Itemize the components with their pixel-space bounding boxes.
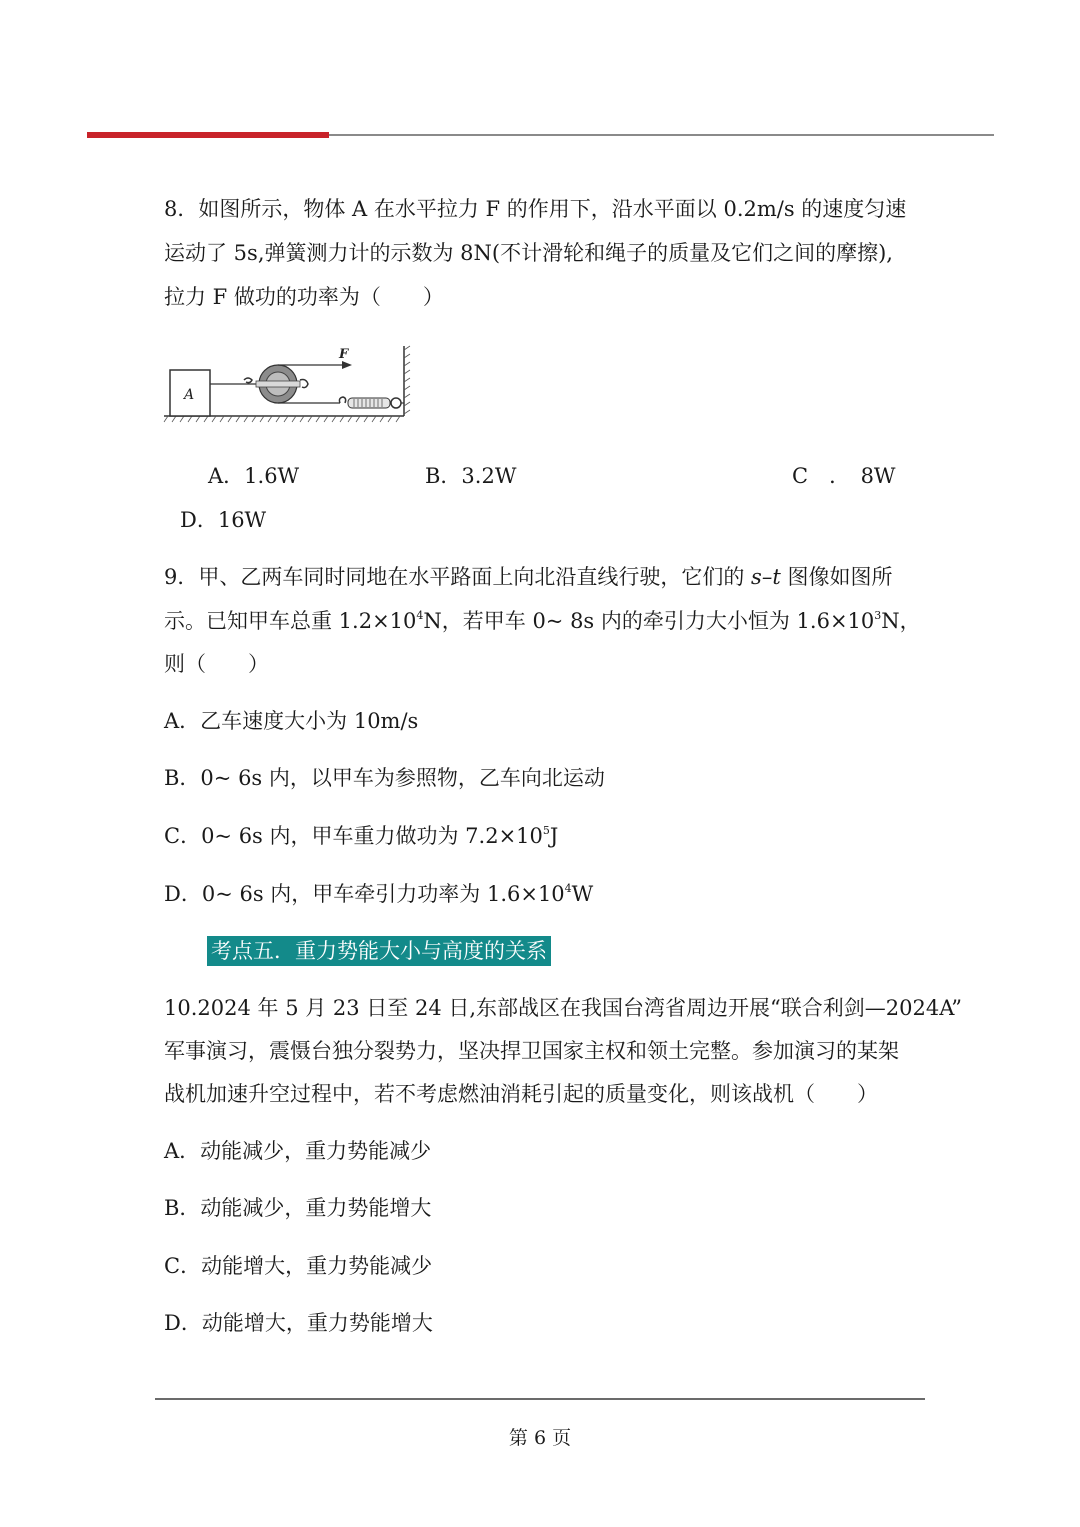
q8-option-a[interactable]: A．1.6W — [208, 464, 300, 488]
footer-rule — [155, 1398, 925, 1400]
q9-option-a[interactable]: A．乙车速度大小为 10m/s — [164, 709, 419, 733]
page-number: 第 6 页 — [508, 1427, 572, 1449]
q10-option-b[interactable]: B．动能减少，重力势能增大 — [164, 1196, 432, 1220]
q8-line-3: 拉力 F 做功的功率为（ ） — [164, 285, 444, 309]
q10-line-3: 战机加速升空过程中，若不考虑燃油消耗引起的质量变化，则该战机（ ） — [164, 1082, 878, 1106]
q8-option-b[interactable]: B．3.2W — [425, 464, 517, 488]
q10-line-2: 军事演习，震慑台独分裂势力，坚决捍卫国家主权和领土完整。参加演习的某架 — [164, 1039, 899, 1063]
q9-option-d[interactable]: D．0~ 6s 内，甲车牵引力功率为 $1.6\times 10^4W$ — [164, 882, 594, 906]
q9-option-c[interactable]: C．0~ 6s 内，甲车重力做功为 $7.2\times 10^5J$ — [164, 824, 559, 848]
header-rule — [329, 134, 994, 136]
q10-option-c[interactable]: C．动能增大，重力势能减少 — [164, 1254, 433, 1278]
q9-line-3: 则（ ） — [164, 652, 269, 676]
q9-option-b[interactable]: B．0~ 6s 内，以甲车为参照物，乙车向北运动 — [164, 766, 605, 790]
q9-line-1: 9．甲、乙两车同时同地在水平路面上向北沿直线行驶，它们的 s–t 图像如图所 — [164, 565, 893, 589]
force-arrow — [342, 361, 352, 369]
q8-line-2: 运动了 5s,弹簧测力计的示数为 8N(不计滑轮和绳子的质量及它们之间的摩擦), — [164, 241, 893, 265]
force-label: F — [339, 347, 349, 362]
q10-option-d[interactable]: D．动能增大，重力势能增大 — [164, 1311, 433, 1335]
q10-option-a[interactable]: A．动能减少，重力势能减少 — [164, 1139, 432, 1163]
header-accent-bar — [87, 132, 329, 138]
pulley-spring-diagram — [162, 344, 416, 430]
section-heading: 考点五．重力势能大小与高度的关系 — [207, 936, 551, 966]
q10-line-1: 10.2024 年 5 月 23 日至 24 日,东部战区在我国台湾省周边开展“联合利剑—2024A” — [164, 996, 963, 1020]
q8-option-c[interactable]: C ． 8W — [792, 464, 896, 488]
q8-line-1: 8．如图所示，物体 A 在水平拉力 F 的作用下，沿水平面以 0.2m/s 的速度匀速 — [164, 197, 907, 221]
block-a-label: A — [184, 387, 195, 403]
q8-option-d[interactable]: D．16W — [180, 508, 267, 532]
q9-line-2: 示。已知甲车总重 $1.2\times 10^4N$，若甲车 0~ 8s 内的牵引力大小恒为 $1.6\times 10^3N$， — [164, 609, 921, 633]
